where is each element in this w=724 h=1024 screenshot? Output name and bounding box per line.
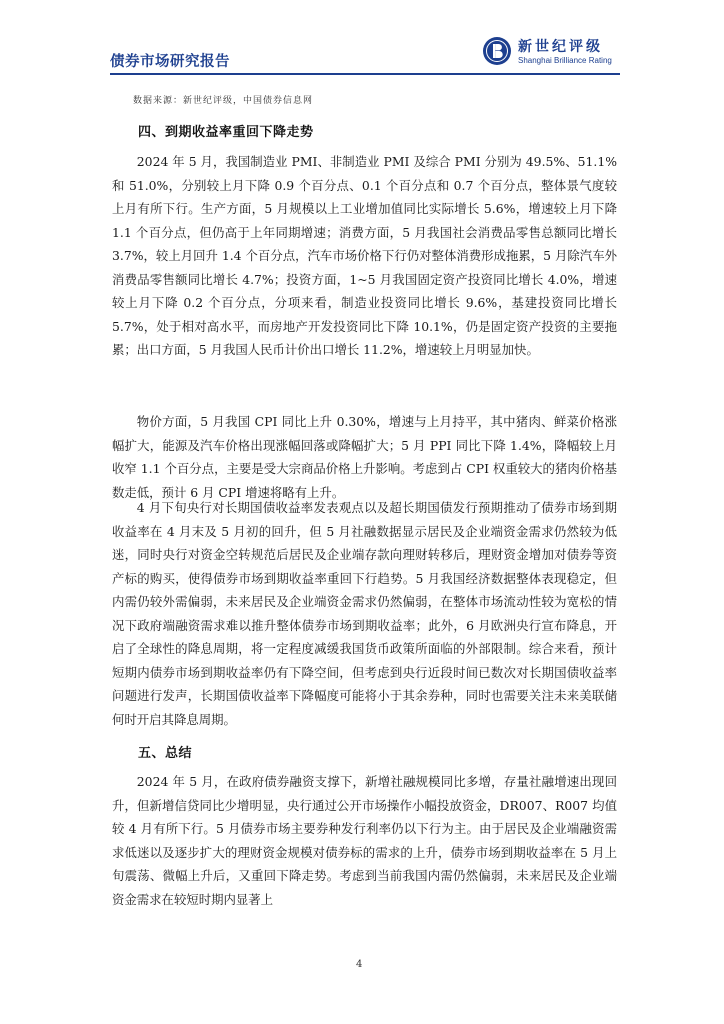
brilliance-logo-icon bbox=[482, 36, 512, 66]
page-number: 4 bbox=[356, 959, 363, 970]
section-heading-4: 四、到期收益率重回下降走势 bbox=[138, 125, 314, 140]
paragraph: 2024 年 5 月，在政府债券融资支撑下，新增社融规模同比多增，存量社融增速出现回升，但新增信贷同比少增明显，央行通过公开市场操作小幅投放资金，DR007、R007 均值较 4 月有所下行。5 月债券市场主要券种发行利率仍以下行为主。由于居民及企业端融资需求低迷以及逐步扩大的理财资金规模对债券标的需求的上升，债券市场到期收益率在 5 月上旬震荡、微幅上升后，又重回下降走势。考虑到当前我国内需仍然偏弱，未来居民及企业端资金需求在较短时期内显著上 bbox=[112, 774, 617, 907]
page-header bbox=[110, 36, 620, 76]
paragraph: 物价方面，5 月我国 CPI 同比上升 0.30%，增速与上月持平，其中猪肉、鲜菜价格涨幅扩大，能源及汽车价格出现涨幅回落或降幅扩大；5 月 PPI 同比下降 1.4%，降幅较上月收窄 1.1 个百分点，主要是受大宗商品价格上升影响。考虑到占 CPI 权重较大的猪肉价格基数走低，预计 6 月 CPI 增速将略有上升。 bbox=[112, 414, 617, 500]
brand-name-cn: 新世纪评级 bbox=[518, 39, 603, 55]
paragraph: 4 月下旬央行对长期国债收益率发表观点以及超长期国债发行预期推动了债券市场到期收益率在 4 月末及 5 月初的回升，但 5 月社融数据显示居民及企业端资金需求仍然较为低迷，同时央行对资金空转规范后居民及企业端存款向理财转移后，理财资金增加对债券等资产标的购买，使得债券市场到期收益率重回下行趋势。5 月我国经济数据整体表现稳定，但内需仍较外需偏弱，未来居民及企业端资金需求仍然偏弱，在整体市场流动性较为宽松的情况下政府端融资需求难以推升整体债券市场到期收益率；此外，6 月欧洲央行宣布降息，开启了全球性的降息周期，将一定程度减缓我国货币政策所面临的外部限制。综合来看，预计短期内债券市场到期收益率仍有下降空间，但考虑到央行近段时间已数次对长期国债收益率问题进行发声，长期国债收益率下降幅度可能将小于其余券种，同时也需要关注未来美联储何时开启其降息周期。 bbox=[112, 500, 617, 727]
report-title: 债券市场研究报告 bbox=[110, 54, 230, 70]
data-source-note: 数据来源：新世纪评级，中国债券信息网 bbox=[133, 96, 314, 106]
brand-name-en: Shanghai Brilliance Rating bbox=[518, 56, 612, 65]
section-heading-5: 五、总结 bbox=[138, 746, 193, 761]
header-divider bbox=[110, 73, 620, 75]
paragraph: 2024 年 5 月，我国制造业 PMI、非制造业 PMI 及综合 PMI 分别为 49.5%、51.1%和 51.0%，分别较上月下降 0.9 个百分点、0.1 个百分点和 0.7 个百分点，整体景气度较上月有所下行。生产方面，5 月规模以上工业增加值同比实际增长 5.6%，增速较上月下降 1.1 个百分点，但仍高于上年同期增速；消费方面，5 月我国社会消费品零售总额同比增长 3.7%，较上月回升 1.4 个百分点，汽车市场价格下行仍对整体消费形成拖累，5 月除汽车外消费品零售额同比增长 4.7%；投资方面，1~5 月我国固定资产投资同比增长 4.0%，增速较上月下降 0.2 个百分点，分项来看，制造业投资同比增长 9.6%，基建投资同比增长 5.7%，处于相对高水平，而房地产开发投资同比下降 10.1%，仍是固定资产投资的主要拖累；出口方面，5 月我国人民币计价出口增长 11.2%，增速较上月明显加快。 bbox=[112, 154, 617, 357]
